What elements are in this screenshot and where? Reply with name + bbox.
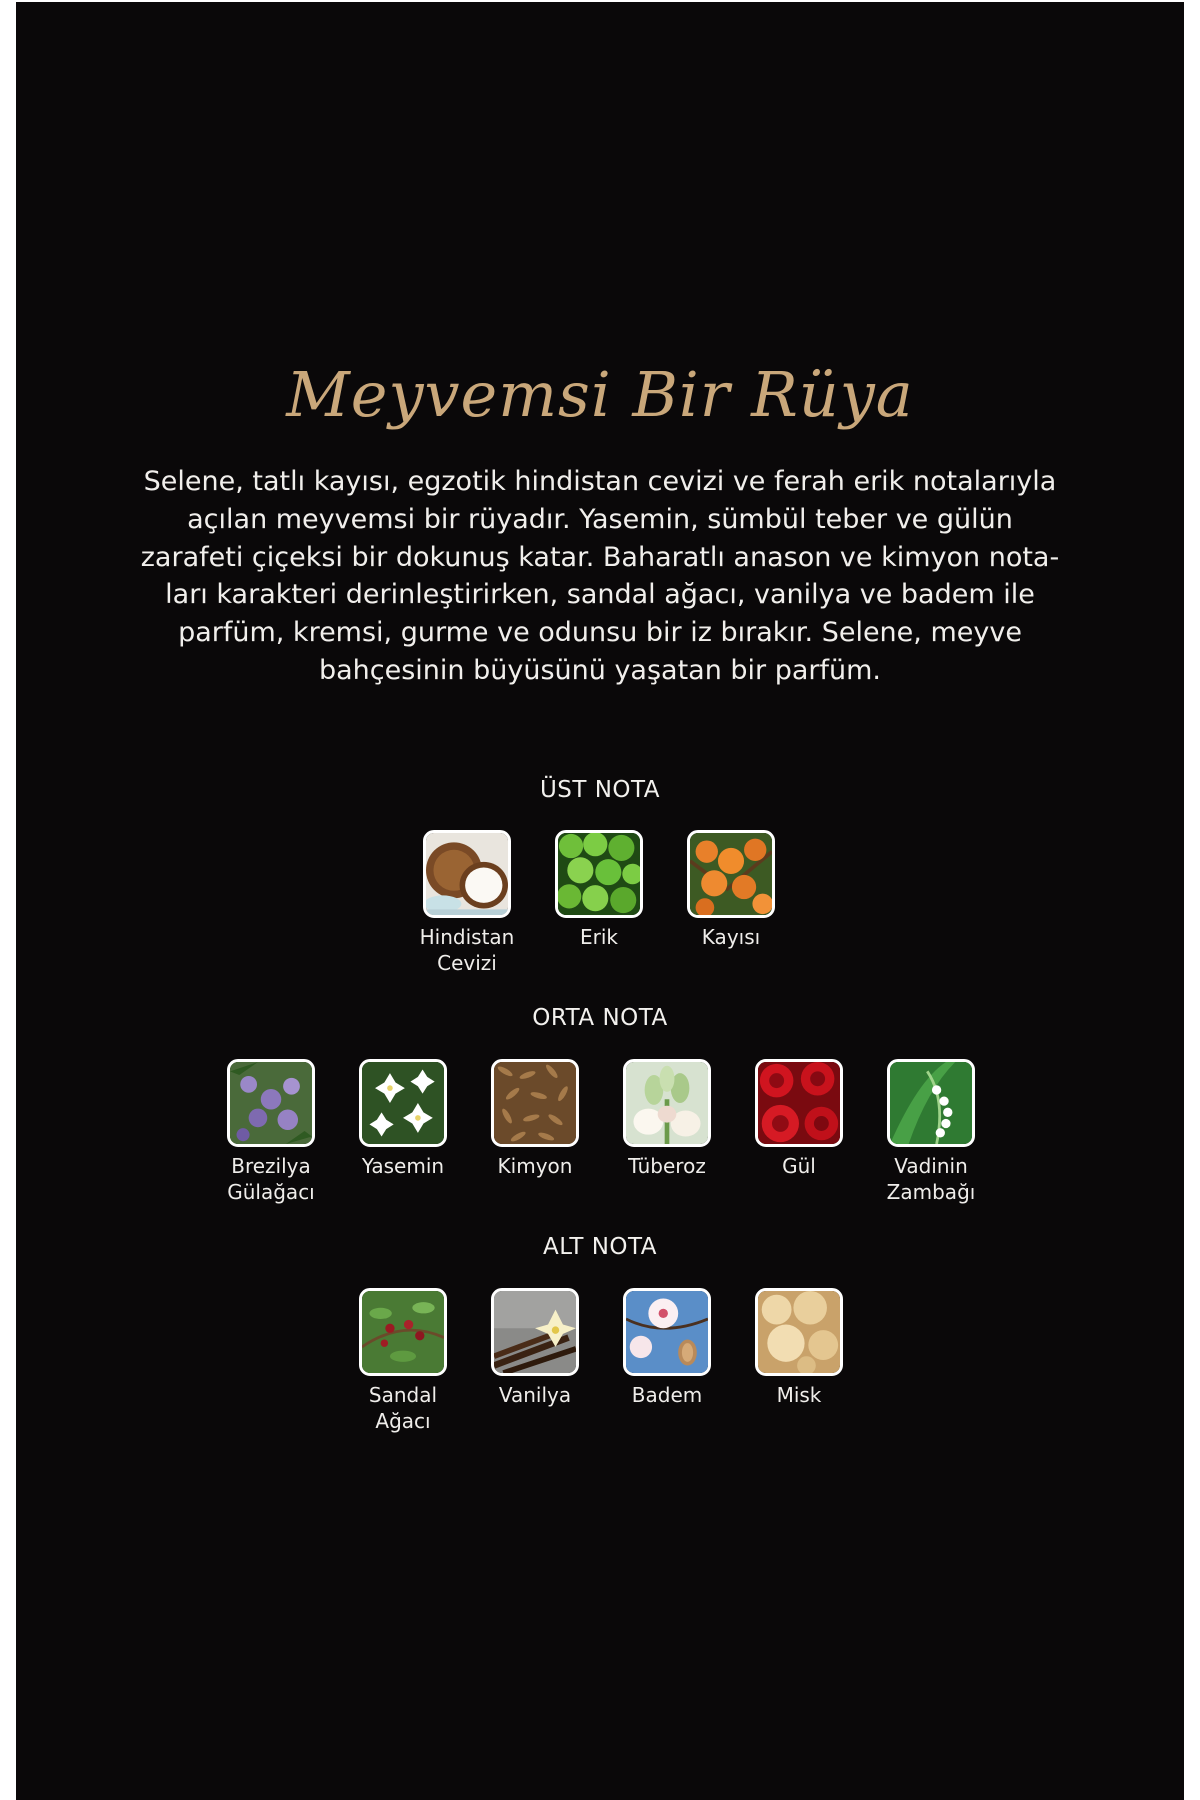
musk-icon <box>755 1288 843 1376</box>
note-musk <box>729 1288 869 1408</box>
description-line: bahçesinin büyüsünü yaşatan bir parfüm. <box>318 654 882 686</box>
note-apricot <box>661 830 801 950</box>
note-label: Badem <box>631 1383 703 1407</box>
description-line: zarafeti çiçeksi bir dokunuş katar. Baharatlı anason ve kimyon nota- <box>140 541 1060 573</box>
note-label: Gül <box>782 1154 816 1178</box>
top-notes-heading: ÜST NOTA <box>539 777 661 803</box>
description-line: Selene, tatlı kayısı, egzotik hindistan cevizi ve ferah erik notalarıyla <box>143 466 1057 497</box>
note-label: Zambağı <box>886 1180 976 1204</box>
note-rose <box>729 1059 869 1179</box>
apricot-icon <box>687 830 775 918</box>
note-tuberose <box>597 1059 737 1179</box>
middle-notes-row <box>0 1059 1200 1229</box>
note-plum <box>529 830 669 950</box>
description-text <box>100 463 1100 690</box>
note-label: Misk <box>776 1383 822 1407</box>
note-coconut <box>397 830 537 976</box>
rose-icon <box>755 1059 843 1147</box>
note-label: Vadinin <box>894 1154 968 1178</box>
sandalwood-icon <box>359 1288 447 1376</box>
description-line: ları karakteri derinleştirirken, sandal ağacı, vanilya ve badem ile <box>165 579 1035 611</box>
description-line: parfüm, kremsi, gurme ve odunsu bir iz bırakır. Selene, meyve <box>178 617 1022 649</box>
top-notes-row <box>0 830 1200 1000</box>
note-label: Yasemin <box>361 1154 445 1178</box>
brazilian-rosewood-icon <box>227 1059 315 1147</box>
description-line: açılan meyvemsi bir rüyadır. Yasemin, sümbül teber ve gülün <box>187 503 1013 535</box>
cumin-icon <box>491 1059 579 1147</box>
middle-notes-heading: ORTA NOTA <box>532 1005 668 1031</box>
note-lily-of-the-valley <box>861 1059 1001 1205</box>
note-label: Kimyon <box>497 1154 573 1178</box>
base-notes-row <box>0 1288 1200 1458</box>
tuberose-icon <box>623 1059 711 1147</box>
note-label: Cevizi <box>437 951 497 975</box>
plum-icon <box>555 830 643 918</box>
note-label: Ağacı <box>375 1409 431 1433</box>
coconut-icon <box>423 830 511 918</box>
note-brazilian-rosewood <box>201 1059 341 1205</box>
note-label: Erik <box>580 925 618 949</box>
note-cumin <box>465 1059 605 1179</box>
note-label: Tüberoz <box>628 1154 706 1178</box>
vanilla-icon <box>491 1288 579 1376</box>
note-label: Gülağacı <box>227 1180 315 1204</box>
note-label: Sandal <box>368 1383 438 1407</box>
note-sandalwood <box>333 1288 473 1434</box>
note-label: Kayısı <box>701 925 761 949</box>
note-almond <box>597 1288 737 1408</box>
jasmine-icon <box>359 1059 447 1147</box>
note-jasmine <box>333 1059 473 1179</box>
lily-of-the-valley-icon <box>887 1059 975 1147</box>
note-vanilla <box>465 1288 605 1408</box>
note-label: Vanilya <box>498 1383 572 1407</box>
page-title: Meyvemsi Bir Rüya <box>286 358 914 431</box>
base-notes-heading: ALT NOTA <box>542 1234 658 1260</box>
note-label: Hindistan <box>419 925 515 949</box>
almond-icon <box>623 1288 711 1376</box>
note-label: Brezilya <box>231 1154 311 1178</box>
